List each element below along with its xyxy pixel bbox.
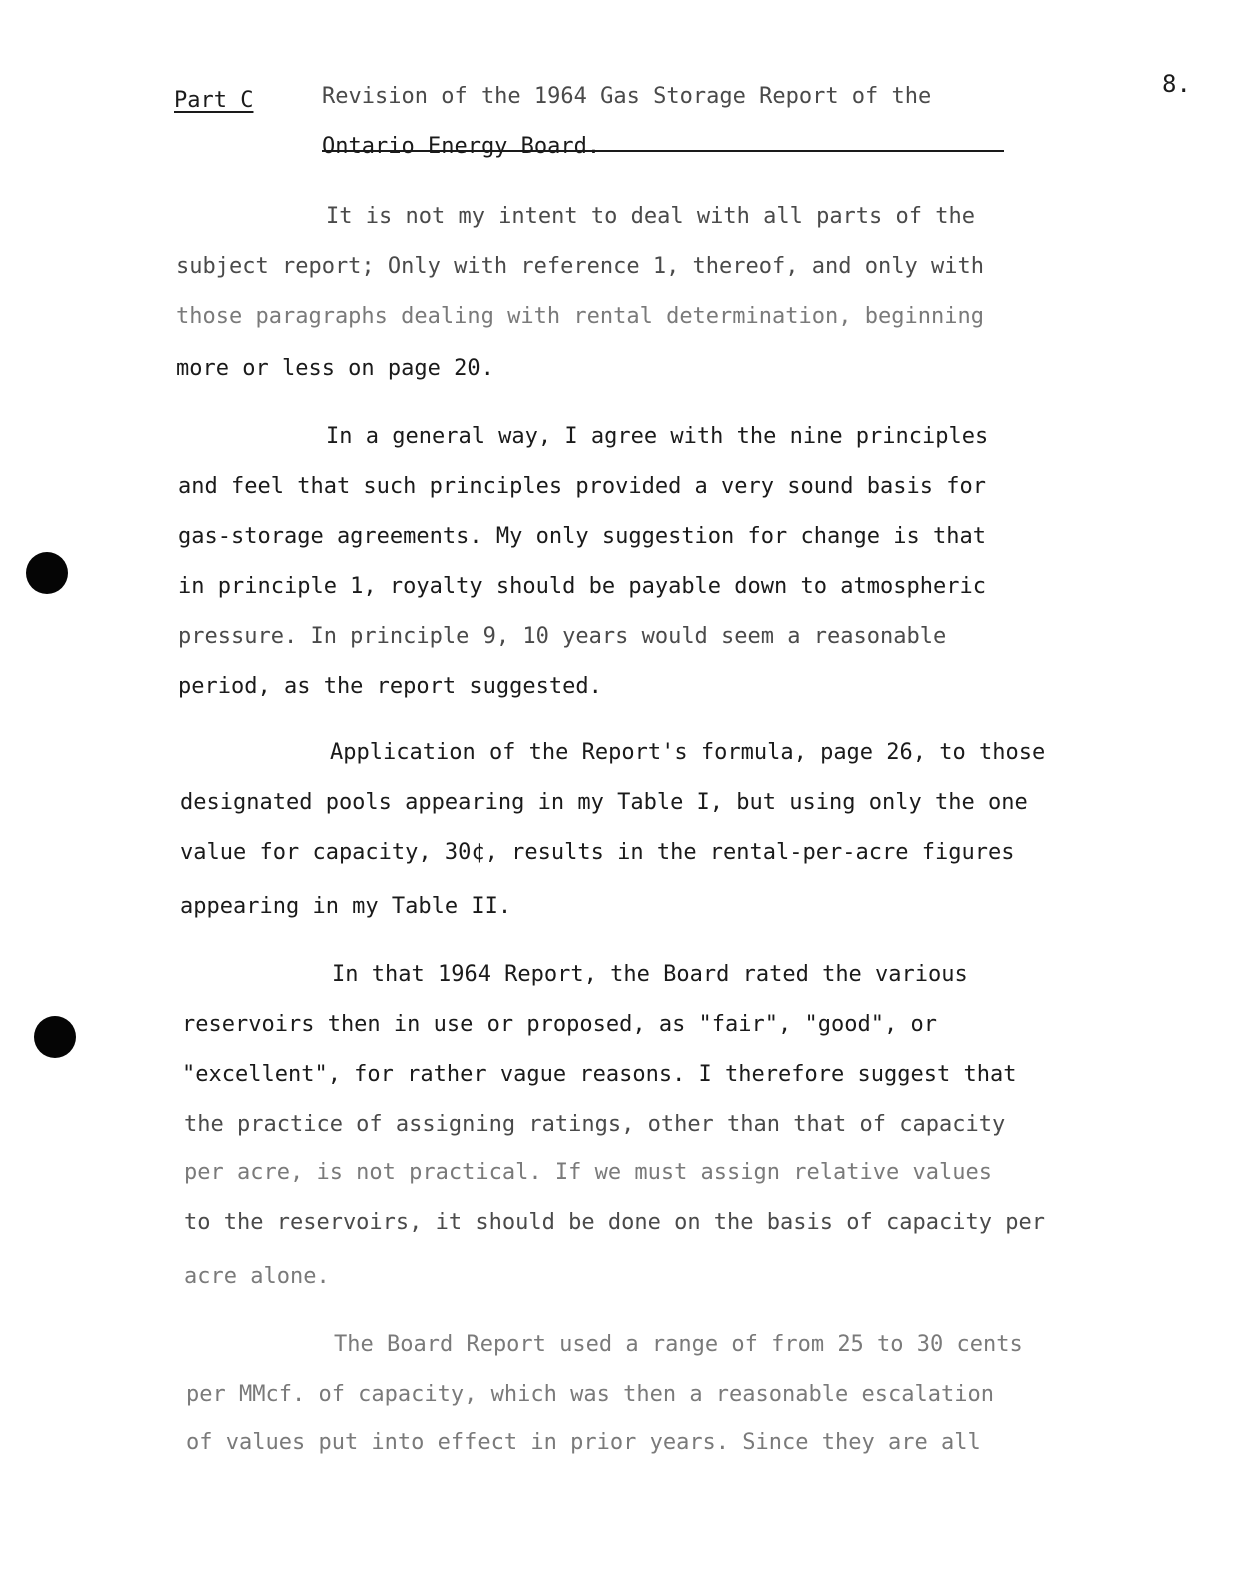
paragraph-4-line-1: In that 1964 Report, the Board rated the various [332, 962, 968, 987]
paragraph-1-line-4: more or less on page 20. [176, 356, 494, 381]
paragraph-1-line-3: those paragraphs dealing with rental determination, beginning [176, 304, 984, 329]
paragraph-2-line-3: gas-storage agreements. My only suggestion for change is that [178, 524, 986, 549]
paragraph-2-line-6: period, as the report suggested. [178, 674, 602, 699]
paragraph-4-line-6: to the reservoirs, it should be done on the basis of capacity per [184, 1210, 1045, 1235]
paragraph-3-line-2: designated pools appearing in my Table I, but using only the one [180, 790, 1028, 815]
paragraph-3-line-3: value for capacity, 30¢, results in the rental-per-acre figures [180, 840, 1015, 865]
paragraph-4-line-5: per acre, is not practical. If we must assign relative values [184, 1160, 992, 1185]
paragraph-2-line-4: in principle 1, royalty should be payable down to atmospheric [178, 574, 986, 599]
paragraph-2-line-1: In a general way, I agree with the nine principles [326, 424, 989, 449]
paragraph-4-line-2: reservoirs then in use or proposed, as "fair", "good", or [182, 1012, 937, 1037]
title-line-2: Ontario Energy Board. [322, 134, 601, 159]
page-number: 8. [1162, 70, 1191, 98]
paragraph-4-line-7: acre alone. [184, 1264, 330, 1289]
punch-hole [26, 552, 68, 594]
paragraph-4-line-4: the practice of assigning ratings, other than that of capacity [184, 1112, 1006, 1137]
paragraph-5-line-1: The Board Report used a range of from 25 to 30 cents [334, 1332, 1023, 1357]
paragraph-1-line-1: It is not my intent to deal with all parts of the [326, 204, 976, 229]
paragraph-5-line-3: of values put into effect in prior years. Since they are all [186, 1430, 981, 1455]
part-label: Part C [174, 88, 254, 113]
paragraph-5-line-2: per MMcf. of capacity, which was then a reasonable escalation [186, 1382, 994, 1407]
paragraph-3-line-1: Application of the Report's formula, page 26, to those [330, 740, 1046, 765]
paragraph-3-line-4: appearing in my Table II. [180, 894, 512, 919]
paragraph-2-line-5: pressure. In principle 9, 10 years would seem a reasonable [178, 624, 947, 649]
paragraph-1-line-2: subject report; Only with reference 1, thereof, and only with [176, 254, 984, 279]
paragraph-4-line-3: "excellent", for rather vague reasons. I therefore suggest that [182, 1062, 1017, 1087]
punch-hole [34, 1016, 76, 1058]
paragraph-2-line-2: and feel that such principles provided a very sound basis for [178, 474, 986, 499]
title-line-1: Revision of the 1964 Gas Storage Report of the [322, 84, 932, 109]
title-underline [322, 150, 1004, 152]
